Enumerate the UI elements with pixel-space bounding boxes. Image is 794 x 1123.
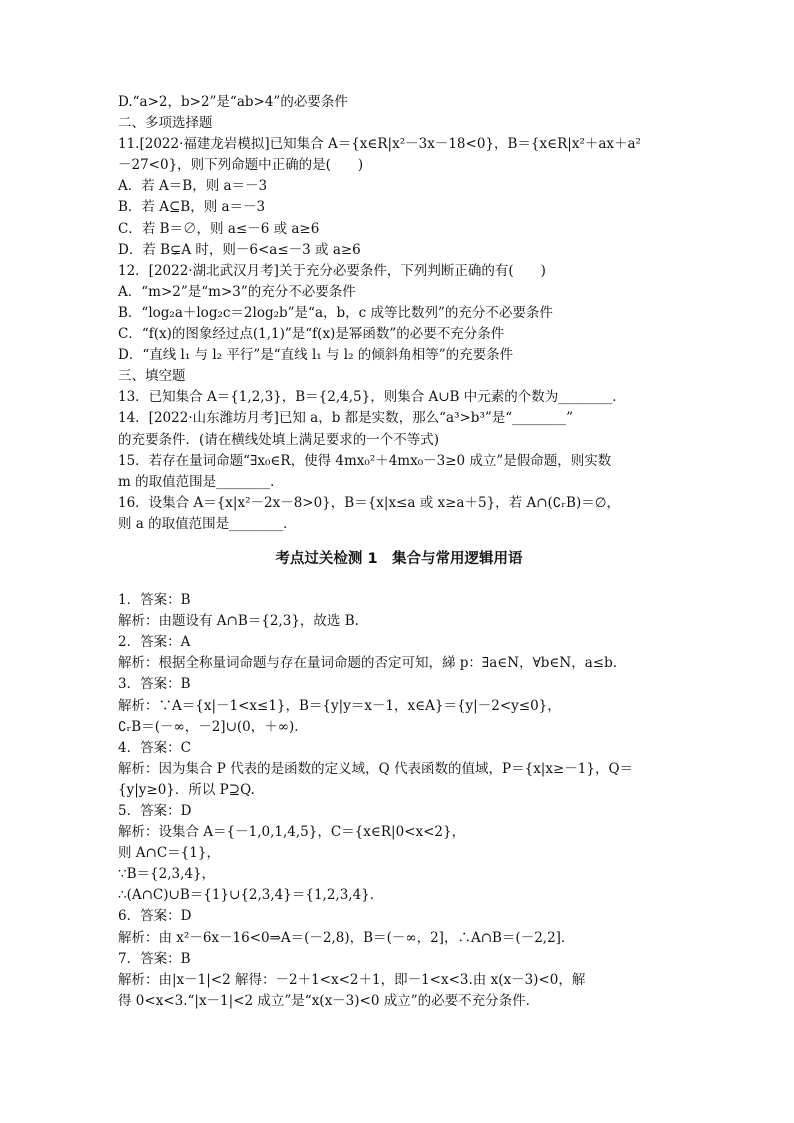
question-12-option-d: D．“直线 l₁ 与 l₂ 平行”是“直线 l₁ 与 l₂ 的倾斜角相等”的充要条件 bbox=[118, 347, 514, 364]
answer-5-explanation-cont-2: ∵B＝{2,3,4}， bbox=[118, 866, 216, 883]
answer-3-explanation-cont: ∁ᵣB＝(－∞，－2]∪(0，＋∞)． bbox=[118, 718, 308, 735]
questions-section bbox=[118, 92, 680, 535]
answer-7: 7．答案：B bbox=[118, 950, 191, 967]
question-12-stem: 12．[2022·湖北武汉月考]关于充分必要条件，下列判断正确的有( ) bbox=[118, 262, 546, 279]
answers-section bbox=[118, 590, 680, 1012]
answer-1: 1．答案：B bbox=[118, 592, 191, 609]
answer-1-explanation: 解析：由题设有 A∩B＝{2,3}，故选 B. bbox=[118, 613, 359, 630]
question-16: 16．设集合 A＝{x|x²－2x－8>0}，B＝{x|x≤a 或 x≥a＋5}，若 A∩(∁ᵣB)＝∅， bbox=[118, 494, 620, 511]
answer-7-explanation-cont: 得 0<x<3.“|x－1|<2 成立”是“x(x－3)<0 成立”的必要不充分条件． bbox=[118, 992, 540, 1009]
answer-4: 4．答案：C bbox=[118, 739, 191, 756]
answer-5-explanation: 解析：设集合 A＝{－1,0,1,4,5}，C＝{x∈R|0<x<2}， bbox=[118, 824, 466, 841]
question-11-option-a: A．若 A＝B，则 a＝－3 bbox=[118, 178, 268, 195]
answers-title: 考点过关检测 1 集合与常用逻辑用语 bbox=[275, 550, 523, 567]
question-12-option-b: B．“log₂a＋log₂c＝2log₂b”是“a，b，c 成等比数列”的充分不必要条件 bbox=[118, 304, 553, 321]
answer-4-explanation: 解析：因为集合 P 代表的是函数的定义域，Q 代表函数的值域，P＝{x|x≥－1}，Q＝ bbox=[118, 760, 634, 777]
question-13: 13．已知集合 A＝{1,2,3}，B＝{2,4,5}，则集合 A∪B 中元素的个数为________． bbox=[118, 389, 626, 406]
section-heading-multiple-choice: 二、多项选择题 bbox=[118, 115, 213, 132]
answer-4-explanation-cont: {y|y≥0}．所以 P⊇Q. bbox=[118, 781, 255, 798]
answer-6-explanation: 解析：由 x²－6x－16<0⇒A＝(－2,8)，B＝(－∞，2]，∴A∩B＝(－2,2]． bbox=[118, 929, 575, 946]
question-14-cont: 的充要条件．(请在横线处填上满足要求的一个不等式) bbox=[118, 431, 440, 448]
question-11-stem-cont: －27<0}，则下列命题中正确的是( ) bbox=[118, 157, 364, 174]
answer-3: 3．答案：B bbox=[118, 676, 191, 693]
answer-5: 5．答案：D bbox=[118, 803, 192, 819]
question-12-option-c: C．“f(x)的图象经过点(1,1)”是“f(x)是幂函数”的必要不充分条件 bbox=[118, 326, 505, 343]
answer-5-explanation-cont-3: ∴(A∩C)∪B＝{1}∪{2,3,4}＝{1,2,3,4}． bbox=[118, 887, 384, 904]
question-15-cont: m 的取值范围是________． bbox=[118, 473, 284, 490]
answer-2-explanation: 解析：根据全称量词命题与存在量词命题的否定可知，綈 p：∃a∈N，∀b∈N，a≤b. bbox=[118, 655, 617, 672]
answer-2: 2．答案：A bbox=[118, 634, 191, 651]
section-heading-fill-in: 三、填空题 bbox=[118, 368, 186, 385]
question-11-option-b: B．若 A⊆B，则 a＝－3 bbox=[118, 199, 266, 216]
question-11-stem: 11.[2022·福建龙岩模拟]已知集合 A＝{x∈R|x²－3x－18<0}，B＝{x∈R|x²＋ax＋a² bbox=[118, 136, 641, 153]
question-11-option-d-prev: D.“a>2，b>2”是“ab>4”的必要条件 bbox=[118, 94, 348, 110]
document-page bbox=[118, 92, 680, 1012]
answer-7-explanation: 解析：由|x－1|<2 解得：－2＋1<x<2＋1，即－1<x<3.由 x(x－3)<0，解 bbox=[118, 971, 586, 988]
answer-3-explanation: 解析：∵A＝{x|－1<x≤1}，B＝{y|y＝x－1，x∈A}＝{y|－2<y≤0}， bbox=[118, 697, 561, 714]
question-12-option-a: A．“m>2”是“m>3”的充分不必要条件 bbox=[118, 283, 356, 300]
question-11-option-d: D．若 B⊊A 时，则－6<a≤－3 或 a≥6 bbox=[118, 241, 361, 258]
answer-5-explanation-cont-1: 则 A∩C＝{1}， bbox=[118, 845, 220, 862]
question-15: 15．若存在量词命题“∃x₀∈R，使得 4mx₀²＋4mx₀－3≥0 成立”是假命题，则实数 bbox=[118, 452, 612, 469]
question-11-option-c: C．若 B＝∅，则 a≤－6 或 a≥6 bbox=[118, 220, 320, 237]
question-14: 14．[2022·山东潍坊月考]已知 a，b 都是实数，那么“a³>b³”是“________” bbox=[118, 410, 574, 427]
answer-6: 6．答案：D bbox=[118, 908, 192, 925]
question-16-cont: 则 a 的取值范围是________． bbox=[118, 515, 297, 532]
